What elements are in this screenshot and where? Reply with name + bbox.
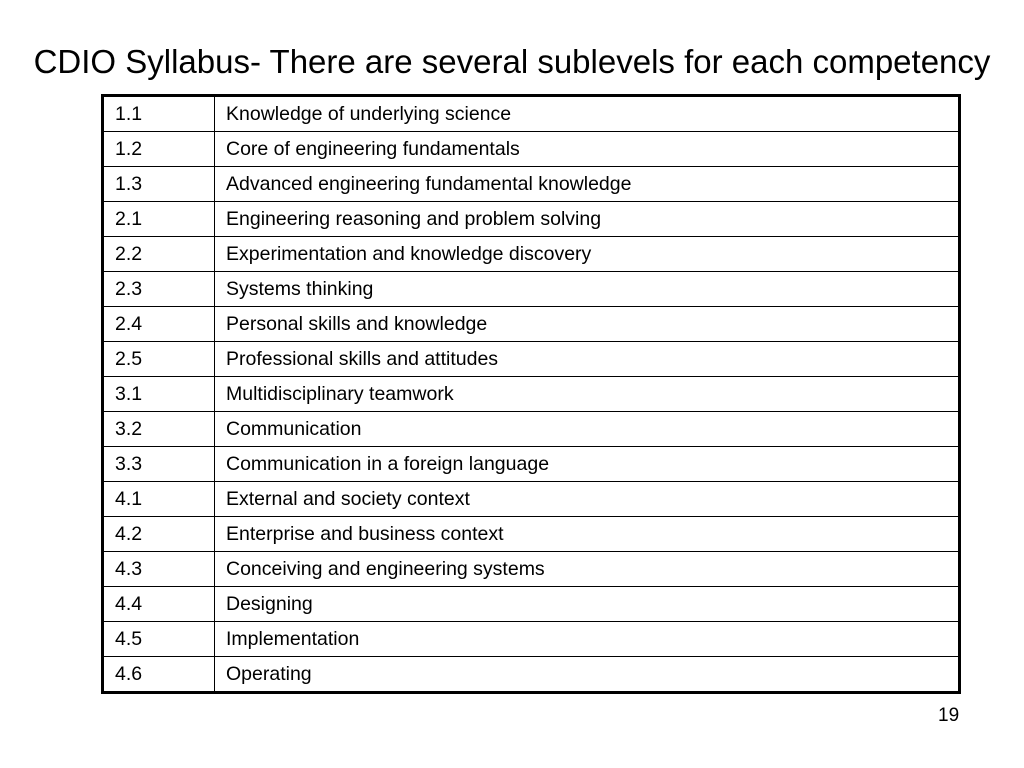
table-row bbox=[103, 657, 960, 693]
competency-code: 4.4 bbox=[103, 587, 215, 622]
competency-description: Multidisciplinary teamwork bbox=[215, 377, 960, 412]
competency-description: Knowledge of underlying science bbox=[215, 96, 960, 132]
table-row bbox=[103, 342, 960, 377]
competency-description: Conceiving and engineering systems bbox=[215, 552, 960, 587]
competency-description: Advanced engineering fundamental knowledge bbox=[215, 167, 960, 202]
competency-code: 4.6 bbox=[103, 657, 215, 693]
slide-title: CDIO Syllabus- There are several sublevels for each competency bbox=[33, 43, 991, 80]
competency-code: 2.1 bbox=[103, 202, 215, 237]
competency-code: 4.2 bbox=[103, 517, 215, 552]
table-row bbox=[103, 377, 960, 412]
competency-description: Operating bbox=[215, 657, 960, 693]
competency-description: Professional skills and attitudes bbox=[215, 342, 960, 377]
table-row bbox=[103, 132, 960, 167]
competency-description: Engineering reasoning and problem solving bbox=[215, 202, 960, 237]
competency-description: Implementation bbox=[215, 622, 960, 657]
competency-code: 2.5 bbox=[103, 342, 215, 377]
competency-description: Core of engineering fundamentals bbox=[215, 132, 960, 167]
table-row bbox=[103, 237, 960, 272]
page-number: 19 bbox=[938, 705, 960, 726]
competency-code: 3.2 bbox=[103, 412, 215, 447]
table-row bbox=[103, 622, 960, 657]
competency-code: 2.4 bbox=[103, 307, 215, 342]
competency-code: 4.1 bbox=[103, 482, 215, 517]
table-row bbox=[103, 482, 960, 517]
competency-description: Personal skills and knowledge bbox=[215, 307, 960, 342]
competency-description: Experimentation and knowledge discovery bbox=[215, 237, 960, 272]
competency-description: Systems thinking bbox=[215, 272, 960, 307]
competency-code: 1.2 bbox=[103, 132, 215, 167]
syllabus-table bbox=[101, 94, 961, 694]
table-row bbox=[103, 412, 960, 447]
table-row bbox=[103, 167, 960, 202]
competency-code: 3.1 bbox=[103, 377, 215, 412]
table-row bbox=[103, 272, 960, 307]
table-row bbox=[103, 96, 960, 132]
competency-description: Communication in a foreign language bbox=[215, 447, 960, 482]
table-row bbox=[103, 447, 960, 482]
competency-code: 1.1 bbox=[103, 96, 215, 132]
competency-code: 3.3 bbox=[103, 447, 215, 482]
table-row bbox=[103, 517, 960, 552]
competency-description: External and society context bbox=[215, 482, 960, 517]
competency-description: Communication bbox=[215, 412, 960, 447]
competency-description: Enterprise and business context bbox=[215, 517, 960, 552]
competency-code: 2.2 bbox=[103, 237, 215, 272]
competency-code: 1.3 bbox=[103, 167, 215, 202]
competency-description: Designing bbox=[215, 587, 960, 622]
table-row bbox=[103, 552, 960, 587]
competency-code: 4.3 bbox=[103, 552, 215, 587]
table-row bbox=[103, 307, 960, 342]
table-row bbox=[103, 202, 960, 237]
table-row bbox=[103, 587, 960, 622]
competency-code: 4.5 bbox=[103, 622, 215, 657]
competency-code: 2.3 bbox=[103, 272, 215, 307]
